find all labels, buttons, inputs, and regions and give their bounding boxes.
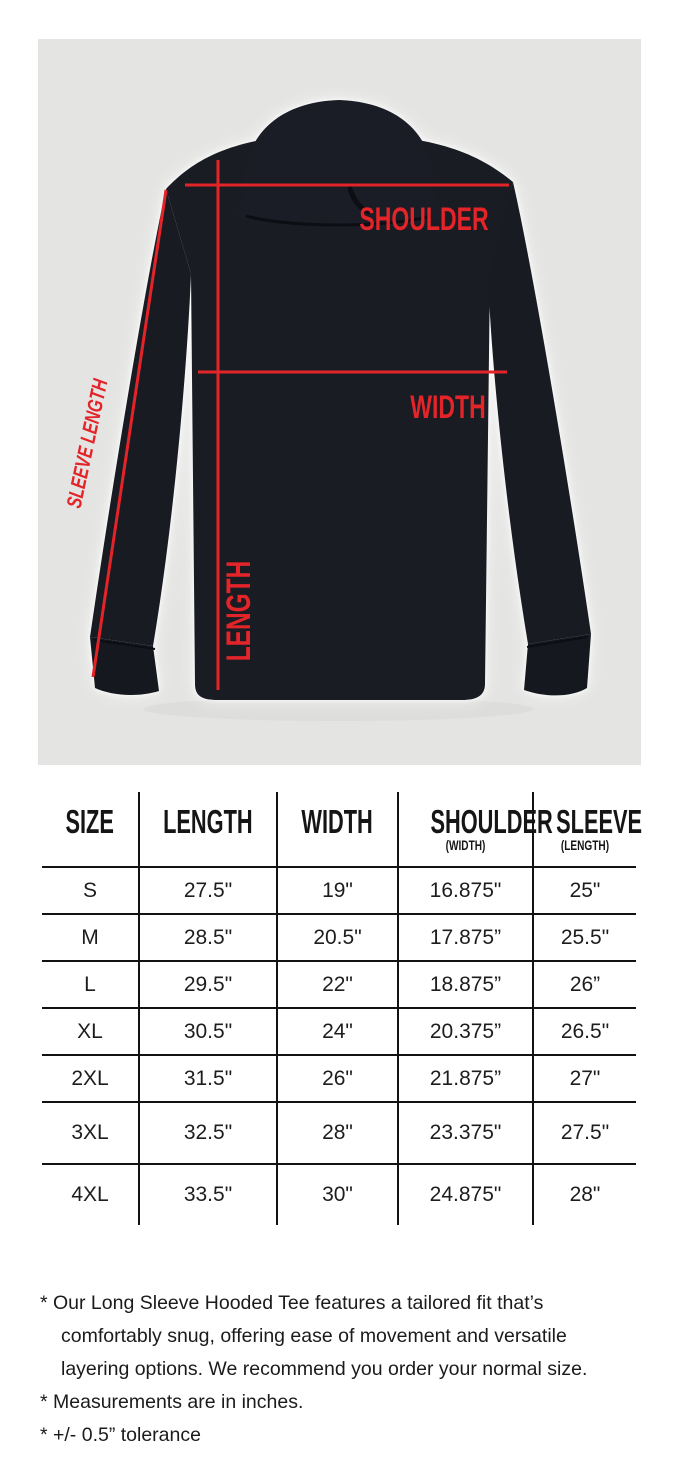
width-cell: 19" <box>277 867 398 914</box>
table-row-3xl <box>42 1102 636 1164</box>
column-header-shoulder: SHOULDER (WIDTH) <box>398 792 533 867</box>
length-cell: 32.5" <box>139 1102 277 1164</box>
size-chart-table <box>42 792 643 1225</box>
length-cell: 33.5" <box>139 1164 277 1225</box>
width-cell: 28" <box>277 1102 398 1164</box>
shoulder-cell: 21.875” <box>398 1055 533 1102</box>
shoulder-label: SHOULDER <box>358 201 489 237</box>
right-sleeve <box>488 182 591 644</box>
size-cell: 3XL <box>42 1102 139 1164</box>
table-row-2xl <box>42 1055 636 1102</box>
tolerance-note: * +/- 0.5” tolerance <box>40 1423 201 1446</box>
width-cell: 26" <box>277 1055 398 1102</box>
column-header-size: SIZE <box>42 792 139 867</box>
fit-note: * Our Long Sleeve Hooded Tee features a tailored fit that’s comfortably snug, offering ease of movement and versatile layering options. We recommend you order your normal size. <box>40 1292 588 1380</box>
left-cuff <box>90 637 159 695</box>
size-cell: M <box>42 914 139 961</box>
product-image <box>38 39 641 765</box>
column-header-width: WIDTH <box>277 792 398 867</box>
header-row <box>42 792 636 867</box>
length-cell: 27.5" <box>139 867 277 914</box>
width-cell: 22" <box>277 961 398 1008</box>
sleeve-cell: 25.5" <box>533 914 636 961</box>
footnotes <box>40 1287 628 1452</box>
hoodie-measurement-graphic <box>38 39 641 765</box>
width-cell: 20.5" <box>277 914 398 961</box>
sleeve-cell: 27" <box>533 1055 636 1102</box>
shoulder-cell: 18.875” <box>398 961 533 1008</box>
length-cell: 29.5" <box>139 961 277 1008</box>
sleeve-length-label: SLEEVE LENGTH <box>61 376 112 511</box>
column-header-sleeve: SLEEVE (LENGTH) <box>556 803 643 853</box>
length-cell: 31.5" <box>139 1055 277 1102</box>
size-cell: 2XL <box>42 1055 139 1102</box>
length-cell: 30.5" <box>139 1008 277 1055</box>
size-cell: XL <box>42 1008 139 1055</box>
size-cell: S <box>42 867 139 914</box>
table-row-4xl <box>42 1164 636 1225</box>
right-cuff <box>524 634 591 695</box>
sleeve-cell: 26.5" <box>533 1008 636 1055</box>
table-row-m <box>42 914 636 961</box>
width-cell: 24" <box>277 1008 398 1055</box>
sleeve-cell: 27.5" <box>533 1102 636 1164</box>
size-cell: 4XL <box>42 1164 139 1225</box>
shoulder-cell: 20.375” <box>398 1008 533 1055</box>
left-sleeve <box>90 189 191 646</box>
length-cell: 28.5" <box>139 914 277 961</box>
column-header-length: LENGTH <box>139 792 277 867</box>
size-cell: L <box>42 961 139 1008</box>
width-cell: 30" <box>277 1164 398 1225</box>
shoulder-cell: 23.375" <box>398 1102 533 1164</box>
garment-shadow <box>143 697 533 721</box>
table-row-l <box>42 961 636 1008</box>
table-row-s <box>42 867 636 914</box>
sleeve-cell: 28" <box>533 1164 636 1225</box>
shoulder-cell: 17.875” <box>398 914 533 961</box>
sleeve-cell: 26” <box>533 961 636 1008</box>
shoulder-cell: 16.875" <box>398 867 533 914</box>
length-label: LENGTH <box>219 560 258 662</box>
units-note: * Measurements are in inches. <box>40 1390 304 1413</box>
shoulder-cell: 24.875" <box>398 1164 533 1225</box>
table-row-xl <box>42 1008 636 1055</box>
sleeve-cell: 25" <box>533 867 636 914</box>
width-label: WIDTH <box>409 389 486 425</box>
